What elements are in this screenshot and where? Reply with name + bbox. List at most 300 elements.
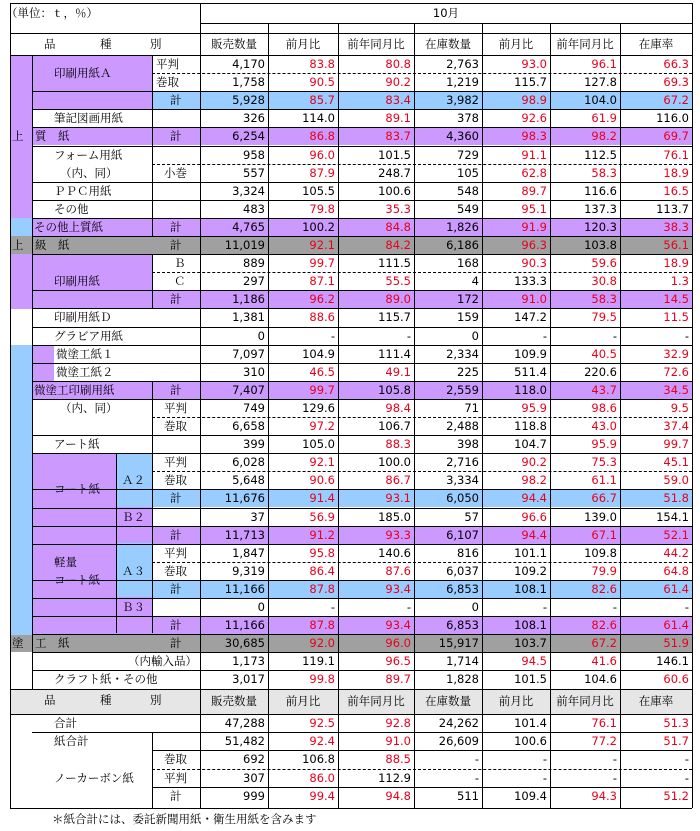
cell-r21-c0: 399 — [243, 437, 265, 452]
cell-r37-c2: 88.5 — [385, 752, 411, 767]
header2-col-2: 前年同月比 — [347, 694, 405, 708]
cell-r18-c6: 34.5 — [663, 382, 689, 397]
cell-r27-c4: 101.1 — [514, 545, 547, 560]
cell-r33-c5: 41.6 — [591, 654, 617, 669]
cell-r12-c5: 30.8 — [591, 274, 617, 289]
cell-r34-c1: 99.8 — [309, 672, 335, 687]
cell-r6-c2: 248.7 — [378, 165, 411, 180]
cell-r38-c3: - — [474, 770, 479, 785]
cell-r10-c1: 92.1 — [309, 238, 335, 252]
cell-r13-c5: 58.3 — [591, 292, 617, 307]
cell-r30-c4: - — [542, 600, 547, 614]
lbl-gokei: 合計 — [54, 716, 77, 730]
cell-r9-c5: 120.3 — [584, 219, 617, 234]
lbl-b3: Ｂ３ — [122, 600, 145, 614]
cell-r15-c5: - — [612, 328, 617, 343]
cell-r11-c6: 18.9 — [663, 256, 689, 271]
cell-r17-c5: 220.6 — [584, 364, 617, 379]
cell-r24-c1: 91.4 — [309, 491, 335, 506]
cell-r0-c1: 83.8 — [309, 57, 335, 71]
cell-r37-c4: - — [542, 752, 547, 767]
cell-r14-c2: 115.7 — [378, 310, 411, 325]
cell-r2-c0: 5,928 — [232, 93, 265, 108]
cell-r24-c0: 11,676 — [224, 491, 265, 506]
cell-r11-c4: 90.3 — [521, 256, 547, 271]
footnote: ＊紙合計には、委託新聞用紙・衛生用紙を含みます — [52, 812, 317, 826]
cell-r5-c1: 96.0 — [309, 147, 335, 162]
cell-r20-c2: 106.7 — [378, 419, 411, 433]
cell-r25-c3: 57 — [464, 509, 479, 524]
cell-r1-c1: 90.5 — [309, 75, 335, 90]
cell-r2-c4: 98.9 — [521, 93, 547, 108]
cell-r11-c2: 111.5 — [378, 256, 411, 271]
cell-r6-c4: 62.8 — [521, 165, 547, 180]
unit-label: （単位：ｔ，％） — [6, 6, 98, 20]
lbl-coat: コート紙 — [54, 482, 100, 497]
rule-month — [200, 23, 692, 24]
cell-r34-c0: 3,017 — [232, 672, 265, 687]
cell-r18-c0: 7,407 — [232, 382, 265, 397]
cell-r39-c0: 999 — [243, 788, 265, 803]
cell-r17-c2: 49.1 — [385, 364, 411, 379]
cell-r34-c4: 101.5 — [514, 672, 547, 687]
cell-r37-c1: 106.8 — [302, 752, 335, 767]
cell-r24-c5: 66.7 — [591, 491, 617, 506]
cell-r17-c4: 511.4 — [514, 364, 547, 379]
cell-r30-c0: 0 — [257, 600, 265, 614]
cell-r33-c1: 119.1 — [302, 654, 335, 669]
cell-r8-c1: 79.8 — [309, 201, 335, 216]
cell-r11-c5: 59.6 — [591, 256, 617, 271]
cell-r36-c6: 51.7 — [663, 734, 689, 749]
cell-r24-c2: 93.1 — [385, 491, 411, 506]
cell-r4-c0: 6,254 — [232, 129, 265, 144]
header2-col-3: 在庫数量 — [425, 694, 471, 708]
cell-r4-c2: 83.7 — [385, 129, 411, 144]
cell-r31-c5: 82.6 — [591, 618, 617, 633]
rule-row-14 — [32, 308, 692, 309]
month-label: 10月 — [432, 6, 460, 20]
cell-r32-c2: 96.0 — [385, 636, 411, 651]
cell-r16-c2: 111.4 — [378, 346, 411, 361]
cell-r36-c0: 51,482 — [224, 734, 265, 749]
cell-r9-c0: 4,765 — [232, 219, 265, 234]
lbl-kei-a2: 計 — [170, 491, 182, 506]
cell-r37-c6: - — [684, 752, 689, 767]
rule-row-2 — [32, 91, 692, 92]
cell-r14-c1: 88.6 — [309, 310, 335, 325]
cell-r22-c1: 92.1 — [309, 455, 335, 470]
lbl-sonota: その他 — [54, 201, 89, 216]
band-toko-left — [10, 345, 32, 635]
cell-r24-c4: 94.4 — [521, 491, 547, 506]
lbl-hikki: 筆記図画用紙 — [54, 111, 123, 126]
cell-r34-c2: 89.7 — [385, 672, 411, 687]
lbl-kraft: クラフト紙・その他 — [54, 672, 158, 687]
cell-r4-c6: 69.7 — [663, 129, 689, 144]
lbl-komaki: 小巻 — [164, 165, 187, 180]
rule-row-1 — [152, 73, 692, 74]
cell-r23-c6: 59.0 — [663, 473, 689, 488]
rule-row-17 — [32, 363, 692, 364]
rule-row-28 — [152, 562, 692, 563]
header2-hin: 品 — [44, 693, 56, 707]
cell-r9-c4: 91.9 — [521, 219, 547, 234]
rule-row-10 — [32, 236, 692, 237]
cell-r25-c5: 139.0 — [584, 509, 617, 524]
cell-r11-c3: 168 — [457, 256, 479, 271]
cell-r0-c2: 80.8 — [385, 57, 411, 71]
cell-r4-c3: 4,360 — [446, 129, 479, 144]
rule-row-18 — [32, 381, 692, 382]
rule-row-9 — [32, 218, 692, 219]
cell-r33-c4: 94.5 — [521, 654, 547, 669]
cell-r29-c4: 108.1 — [514, 581, 547, 596]
lbl-kei-a3: 計 — [170, 581, 182, 596]
header1-betsu: 別 — [150, 37, 162, 51]
cell-r12-c3: 4 — [471, 274, 479, 289]
cell-r36-c3: 26,609 — [438, 734, 479, 749]
cell-r22-c5: 75.3 — [591, 455, 617, 470]
rule-inner-152a — [152, 55, 153, 236]
cell-r39-c4: 109.4 — [514, 788, 547, 803]
cell-r23-c1: 90.6 — [309, 473, 335, 488]
cell-r15-c0: 0 — [257, 328, 265, 343]
lbl-hirahan-4: 平判 — [164, 545, 187, 560]
cell-r6-c5: 58.3 — [591, 165, 617, 180]
lbl-kantori-4: 巻取 — [164, 563, 187, 578]
cell-r19-c5: 98.6 — [591, 400, 617, 415]
cell-r26-c6: 52.1 — [663, 527, 689, 542]
cell-r38-c6: - — [684, 770, 689, 785]
cell-r6-c0: 557 — [243, 165, 265, 180]
cell-r33-c3: 1,714 — [446, 654, 479, 669]
cell-r27-c0: 1,847 — [232, 545, 265, 560]
cell-r0-c6: 66.3 — [663, 57, 689, 71]
cell-r11-c0: 889 — [243, 256, 265, 271]
cell-r16-c5: 40.5 — [591, 346, 617, 361]
cell-r4-c1: 86.8 — [309, 129, 335, 144]
rule-inner-152e — [152, 732, 153, 808]
lbl-kei-jokyu: 計 — [170, 238, 182, 252]
cell-r5-c6: 76.1 — [663, 147, 689, 162]
rule-row-8 — [32, 200, 692, 201]
cell-r13-c3: 172 — [457, 292, 479, 307]
cell-r7-c6: 16.5 — [663, 183, 689, 198]
rule-row-22 — [32, 453, 692, 454]
cell-r39-c5: 94.3 — [591, 788, 617, 803]
cell-r18-c1: 99.7 — [309, 382, 335, 397]
cell-r13-c2: 89.0 — [385, 292, 411, 307]
header1-col-3: 在庫数量 — [425, 37, 471, 51]
lbl-b: Ｂ — [174, 256, 186, 271]
cell-r25-c0: 37 — [250, 509, 265, 524]
cell-r21-c6: 99.7 — [663, 437, 689, 452]
rule-row-30 — [32, 598, 692, 599]
cell-r37-c3: - — [474, 752, 479, 767]
lbl-c: Ｃ — [174, 274, 186, 289]
lbl-kei-coat: 計 — [170, 527, 182, 542]
cell-r28-c5: 79.9 — [591, 563, 617, 578]
cell-r9-c6: 38.3 — [663, 219, 689, 234]
cell-r17-c3: 225 — [457, 364, 479, 379]
cell-r14-c4: 147.2 — [514, 310, 547, 325]
cell-r16-c3: 2,334 — [446, 346, 479, 361]
rule-row-36 — [32, 732, 692, 733]
lbl-keiryo: 軽量 — [54, 554, 77, 569]
rule-row-16 — [32, 345, 692, 346]
lbl-ppc: ＰＰＣ用紙 — [54, 183, 112, 198]
cell-r30-c6: - — [684, 600, 689, 614]
header2-col-4: 前月比 — [498, 694, 534, 708]
cell-r25-c4: 96.6 — [521, 509, 547, 524]
cell-r24-c3: 6,050 — [446, 491, 479, 506]
cell-r20-c3: 2,488 — [446, 419, 479, 433]
lbl-bitoko1: 微塗工紙１ — [56, 346, 114, 361]
rule-row-5 — [32, 146, 692, 147]
rule-hdr-bottom — [10, 55, 692, 56]
header2-col-1: 前月比 — [285, 694, 321, 708]
cell-r3-c3: 378 — [457, 111, 479, 126]
cell-r25-c2: 185.0 — [378, 509, 411, 524]
cell-r17-c0: 310 — [243, 364, 265, 379]
cell-r5-c4: 91.1 — [521, 147, 547, 162]
cell-r19-c3: 71 — [464, 400, 479, 415]
cell-r10-c0: 11,019 — [224, 238, 265, 252]
lbl-hirahan-2: 平判 — [164, 400, 187, 415]
cell-r7-c1: 105.5 — [302, 183, 335, 198]
cell-r1-c3: 1,219 — [446, 75, 479, 90]
cell-r34-c3: 1,828 — [446, 672, 479, 687]
rule-row-15 — [32, 327, 692, 328]
rule-row-25 — [32, 508, 692, 509]
lbl-hirahan-1: 平判 — [156, 57, 179, 71]
cell-r5-c5: 112.5 — [584, 147, 617, 162]
rule-row-31 — [32, 616, 692, 617]
cell-r31-c2: 93.4 — [385, 618, 411, 633]
lbl-a2: Ａ２ — [122, 473, 145, 488]
cell-r1-c2: 90.2 — [385, 75, 411, 90]
cell-r18-c4: 118.0 — [514, 382, 547, 397]
lbl-b2: Ｂ２ — [122, 509, 145, 524]
lbl-form: フォーム用紙 — [54, 147, 123, 162]
rule-hdr-top — [10, 33, 692, 34]
cell-r29-c3: 6,853 — [446, 581, 479, 596]
header2-col-0: 販売数量 — [211, 694, 257, 708]
cell-r3-c4: 92.6 — [521, 111, 547, 126]
header1-col-4: 前月比 — [498, 37, 534, 51]
rule-row-3 — [32, 109, 692, 110]
cell-r7-c4: 89.7 — [521, 183, 547, 198]
cell-r20-c4: 118.8 — [514, 419, 547, 433]
cell-r23-c2: 86.7 — [385, 473, 411, 488]
cell-r19-c6: 9.5 — [670, 400, 689, 415]
lbl-jokyu: 上 級 紙 — [12, 238, 70, 252]
cell-r38-c0: 307 — [243, 770, 265, 785]
rule-left — [10, 3, 11, 808]
cell-r26-c4: 94.4 — [521, 527, 547, 542]
cell-r35-c4: 101.4 — [514, 716, 547, 730]
cell-r9-c1: 100.2 — [302, 219, 335, 234]
cell-r19-c4: 95.9 — [521, 400, 547, 415]
cell-r35-c5: 76.1 — [591, 716, 617, 730]
cell-r19-c0: 749 — [243, 400, 265, 415]
cell-r38-c2: 112.9 — [378, 770, 411, 785]
rule-row-38 — [152, 769, 692, 770]
cell-r22-c2: 100.0 — [378, 455, 411, 470]
cell-r0-c4: 93.0 — [521, 57, 547, 71]
rule-row-29 — [32, 580, 692, 581]
rule-row-33 — [32, 652, 692, 653]
rule-col-3 — [414, 23, 415, 808]
rule-hdr2-top — [10, 689, 692, 690]
cell-r35-c6: 51.3 — [663, 716, 689, 730]
header1-col-6: 在庫率 — [638, 37, 674, 51]
cell-r12-c0: 297 — [243, 274, 265, 289]
cell-r26-c5: 67.1 — [591, 527, 617, 542]
rule-inner-116 — [116, 453, 117, 633]
cell-r29-c0: 11,166 — [224, 581, 265, 596]
cell-r1-c4: 115.7 — [514, 75, 547, 90]
cell-r26-c0: 11,713 — [224, 527, 265, 542]
cell-r32-c1: 92.0 — [309, 636, 335, 651]
cell-r7-c0: 3,324 — [232, 183, 265, 198]
cell-r28-c2: 87.6 — [385, 563, 411, 578]
cell-r36-c2: 91.0 — [385, 734, 411, 749]
lbl-kei-a: 計 — [170, 93, 182, 108]
cell-r15-c6: - — [684, 328, 689, 343]
cell-r32-c5: 67.2 — [591, 636, 617, 651]
cell-r23-c0: 5,648 — [232, 473, 265, 488]
cell-r0-c5: 96.1 — [591, 57, 617, 71]
cell-r10-c4: 96.3 — [521, 238, 547, 252]
cell-r36-c4: 100.6 — [514, 734, 547, 749]
cell-r39-c3: 511 — [457, 788, 479, 803]
cell-r14-c6: 11.5 — [663, 310, 689, 325]
cell-r28-c3: 6,037 — [446, 563, 479, 578]
cell-r13-c6: 14.5 — [663, 292, 689, 307]
cell-r23-c4: 98.2 — [521, 473, 547, 488]
rule-col-1 — [268, 23, 269, 808]
cell-r14-c3: 159 — [457, 310, 479, 325]
lbl-uchi-onaji: （内、同） — [60, 165, 118, 180]
header2-shu: 種 — [100, 693, 112, 707]
cell-r3-c2: 89.1 — [385, 111, 411, 126]
cell-r23-c3: 3,334 — [446, 473, 479, 488]
cell-r10-c6: 56.1 — [663, 238, 689, 252]
rule-row-12 — [152, 272, 692, 273]
cell-r28-c1: 86.4 — [309, 563, 335, 578]
cell-r36-c5: 77.2 — [591, 734, 617, 749]
cell-r39-c1: 99.4 — [309, 788, 335, 803]
cell-r16-c1: 104.9 — [302, 346, 335, 361]
header1-col-1: 前月比 — [285, 37, 321, 51]
cell-r12-c2: 55.5 — [385, 274, 411, 289]
cell-r30-c2: - — [406, 600, 411, 614]
rule-row-21 — [32, 435, 692, 436]
lbl-kei-joshitsu: 計 — [170, 129, 182, 144]
cell-r36-c1: 92.4 — [309, 734, 335, 749]
lbl-kantori-3: 巻取 — [164, 473, 187, 488]
cell-r35-c1: 92.5 — [309, 716, 335, 730]
header2-betsu: 別 — [150, 693, 162, 707]
cell-r27-c6: 44.2 — [663, 545, 689, 560]
lbl-bitoko2: 微塗工紙２ — [56, 364, 114, 379]
cell-r10-c2: 84.2 — [385, 238, 411, 252]
cell-r21-c5: 95.9 — [591, 437, 617, 452]
cell-r22-c3: 2,716 — [446, 455, 479, 470]
cell-r38-c5: - — [612, 770, 617, 785]
lbl-kei-nocarbon: 計 — [170, 788, 182, 803]
cell-r37-c5: - — [612, 752, 617, 767]
cell-r31-c0: 11,166 — [224, 618, 265, 633]
cell-r20-c5: 43.0 — [591, 419, 617, 433]
rule-row-24 — [32, 489, 692, 490]
cell-r30-c3: 0 — [471, 600, 479, 614]
lbl-nocarbon: ノーカーボン紙 — [54, 770, 134, 785]
cell-r32-c0: 30,685 — [224, 636, 265, 651]
lbl-kei-keiryo: 計 — [170, 618, 182, 633]
cell-r22-c6: 45.1 — [663, 455, 689, 470]
cell-r18-c5: 43.7 — [591, 382, 617, 397]
cell-r21-c1: 105.0 — [302, 437, 335, 452]
cell-r8-c2: 35.3 — [385, 201, 411, 216]
cell-r15-c3: 0 — [471, 328, 479, 343]
cell-r28-c0: 9,319 — [232, 563, 265, 578]
cell-r27-c3: 816 — [457, 545, 479, 560]
cell-r28-c4: 109.2 — [514, 563, 547, 578]
cell-r13-c4: 91.0 — [521, 292, 547, 307]
rule-hdr2-bottom — [10, 714, 692, 715]
cell-r38-c1: 86.0 — [309, 770, 335, 785]
lbl-a3: Ａ３ — [122, 563, 145, 578]
cell-r22-c0: 6,028 — [232, 455, 265, 470]
cell-r14-c0: 1,381 — [232, 310, 265, 325]
header1-shu: 種 — [100, 37, 112, 51]
cell-r1-c6: 69.3 — [663, 75, 689, 90]
cell-r3-c1: 114.0 — [302, 111, 335, 126]
cell-r21-c2: 88.3 — [385, 437, 411, 452]
cell-r27-c2: 140.6 — [378, 545, 411, 560]
cell-r5-c3: 729 — [457, 147, 479, 162]
rule-row-32 — [32, 634, 692, 635]
lbl-kantori-2: 巻取 — [164, 419, 187, 433]
cell-r35-c2: 92.8 — [385, 716, 411, 730]
rule-row-4 — [32, 127, 692, 128]
rule-col-2 — [338, 23, 339, 808]
lbl-joshitsu: 上 質 紙 — [12, 129, 70, 144]
header1-hin: 品 — [44, 37, 56, 51]
cell-r16-c6: 32.9 — [663, 346, 689, 361]
cell-r0-c0: 4,170 — [232, 57, 265, 71]
cell-r2-c5: 104.0 — [584, 93, 617, 108]
cell-r4-c4: 98.3 — [521, 129, 547, 144]
cell-r3-c5: 61.9 — [591, 111, 617, 126]
cell-r1-c5: 127.8 — [584, 75, 617, 90]
cell-r28-c6: 64.8 — [663, 563, 689, 578]
cell-r29-c2: 93.4 — [385, 581, 411, 596]
lbl-kami-gokei: 紙合計 — [54, 734, 89, 749]
lbl-kei-toko: 計 — [170, 636, 182, 651]
rule-inner-32 — [32, 55, 33, 689]
lbl-kei-bitoko: 計 — [170, 382, 182, 397]
cell-r5-c0: 958 — [243, 147, 265, 162]
cell-r31-c1: 87.8 — [309, 618, 335, 633]
lbl-art: アート紙 — [54, 437, 100, 452]
rule-col-0 — [200, 3, 201, 808]
cell-r13-c0: 1,186 — [232, 292, 265, 307]
cell-r2-c6: 67.2 — [663, 93, 689, 108]
